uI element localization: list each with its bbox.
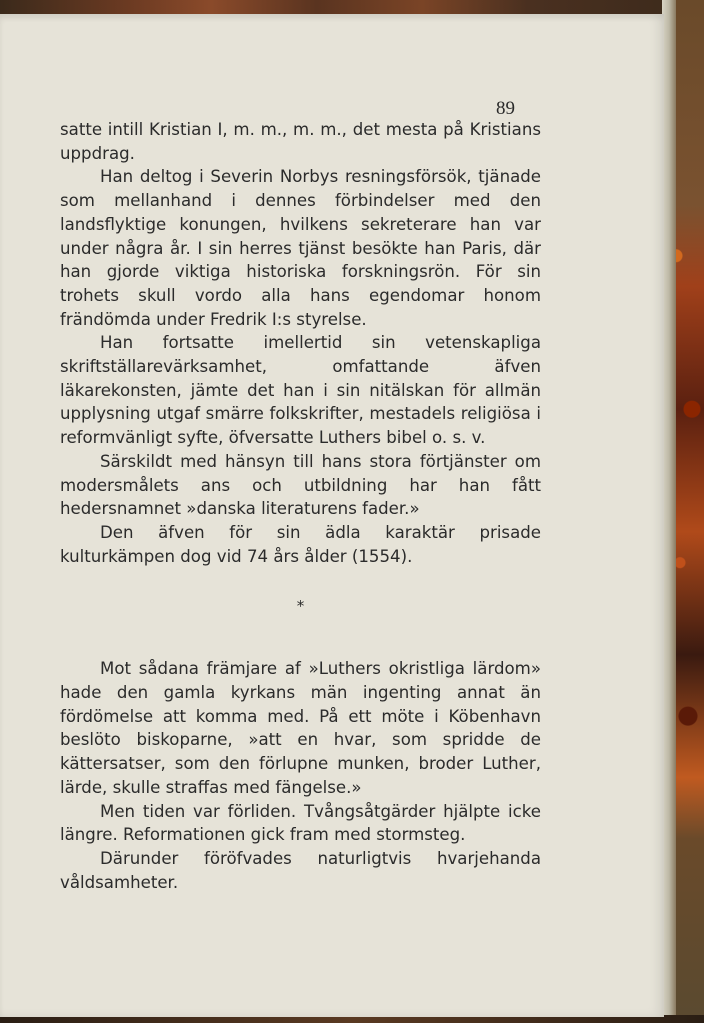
section-spacer — [60, 640, 541, 657]
paragraph-6: Men tiden var förliden. Tvångsåtgärder hjälpte icke längre. Reformationen gick fram med stormsteg. — [60, 801, 541, 845]
paragraph-5: Mot sådana främjare af »Luthers okristliga lärdom» hade den gamla kyrkans män ingenting annat än fördömelse att komma med. På ett möte i Köbenhavn beslöto biskoparne, »att en hvar, som spridde de kättersatser, som den förlupne munken, broder Luther, lärde, skulle straffas med fängelse.» — [60, 659, 541, 797]
paragraph-0: satte intill Kristian I, m. m., m. m., det mesta på Kristians uppdrag. — [60, 120, 541, 163]
page-number: 89 — [496, 98, 515, 119]
section-separator-asterisk: * — [296, 597, 305, 616]
paragraph-3: Särskildt med hänsyn till hans stora förtjänster om modersmålets ans och utbildning har han fått hedersnamnet »danska literaturens fader.» — [60, 451, 541, 519]
paragraph-4: Den äfven för sin ädla karaktär prisade kulturkämpen dog vid 74 års ålder (1554). — [60, 522, 541, 566]
page-gutter — [662, 0, 676, 1023]
paragraph-2: Han fortsatte imellertid sin vetenskapliga skriftställarevärksamhet, omfattande äfven läkarekonsten, jämte det han i sin nitälskan för allmän upplysning utgaf smärre folkskrifter, mestadels religiösa i reformvänligt syfte, öfversatte Luthers bibel o. s. v. — [60, 333, 541, 448]
paragraph-1: Han deltog i Severin Norbys resningsförsök, tjänade som mellanhand i dennes förbindelser med den landsflyktige konungen, hvilkens sekreterare han var under några år. I sin herres tjänst besökte han Paris, där han gjorde viktiga historiska forskningsrön. För sin trohets skull vordo alla hans egendomar honom frändömda under Fredrik I:s styrelse. — [60, 167, 541, 329]
paragraph-7: Därunder föröfvades naturligtvis hvarjehanda våldsamheter. — [60, 848, 541, 892]
page-text — [60, 118, 541, 894]
